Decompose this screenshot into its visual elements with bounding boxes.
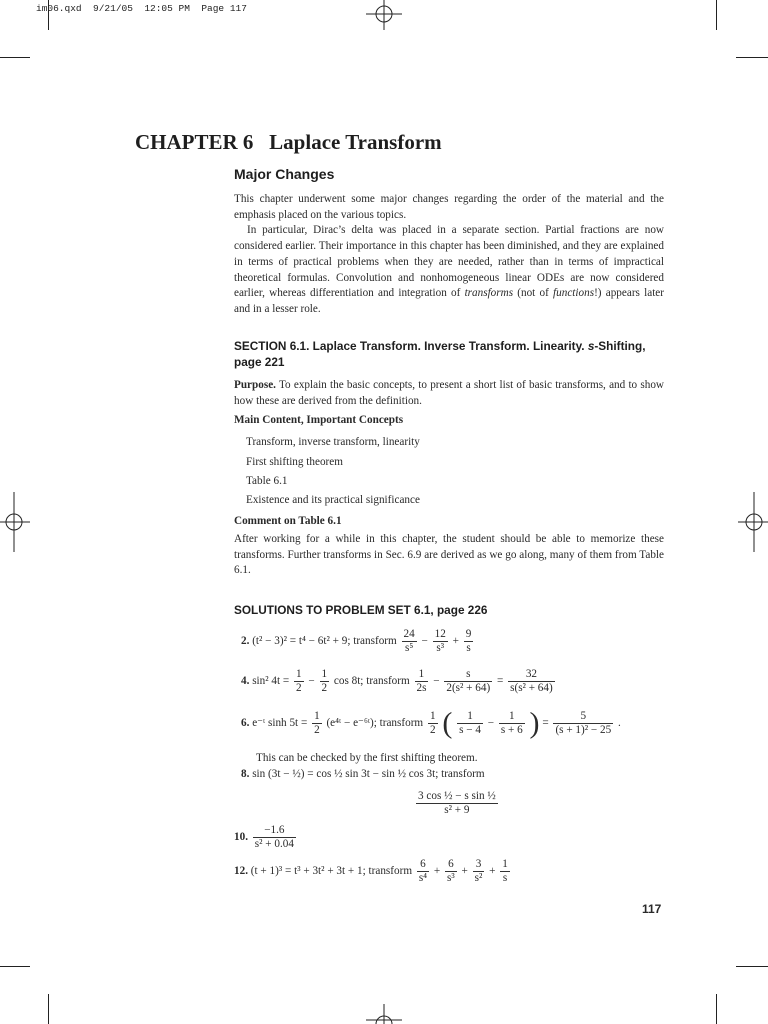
problem-8-result: $\frac{\text{3 cos ½ − s sin ½}}{\text{s² + 9}}$	[418, 790, 496, 816]
crop-mark	[736, 966, 768, 967]
problem-12: 12. (t + 1)³ = t³ + 3t² + 3t + 1; transform $\frac{6}{\text{s⁴}}$ + $\frac{6}{\text{s³}}$ + $\frac{3}{\text{s²}}$ + $\frac{1}{s}$	[234, 858, 508, 884]
registration-mark-icon	[0, 492, 30, 552]
crop-mark	[0, 57, 30, 58]
print-slug: im06.qxd 9/21/05 12:05 PM Page 117	[36, 3, 247, 14]
registration-mark-icon	[366, 0, 402, 30]
problem-6: 6. e⁻ᵗ sinh 5t = $\frac{1}{2}$ (e⁴ᵗ − e⁻⁶ᵗ); transform $\frac{1}{2}$ ( $\frac{1}{s - 4}$ − $\frac{1}{s + 6}$ ) = $\frac{5}{\text{(s + 1)² − 25}}$ .	[241, 706, 621, 740]
crop-mark	[716, 0, 717, 30]
major-changes-heading: Major Changes	[234, 166, 335, 182]
crop-mark	[0, 966, 30, 967]
concept-item: Transform, inverse transform, linearity	[246, 436, 420, 448]
major-changes-text	[234, 192, 664, 318]
solutions-heading: SOLUTIONS TO PROBLEM SET 6.1, page 226	[234, 603, 488, 617]
problem-2: 2. (t² − 3)² = t⁴ − 6t² + 9; transform $\frac{24}{\text{s⁵}}$ − $\frac{12}{\text{s³}}$ + $\frac{9}{s}$	[241, 628, 472, 654]
paragraph: This chapter underwent some major changes regarding the order of the material and the emphasis placed on the various topics.	[234, 193, 664, 221]
registration-mark-icon	[366, 994, 402, 1024]
problem-10: 10. $\frac{-1.6}{\text{s² + 0.04}}$	[234, 824, 294, 850]
problem-8: 8. sin (3t − ½) = cos ½ sin 3t − sin ½ cos 3t; transform	[241, 768, 485, 780]
comment-text: After working for a while in this chapter, the student should be able to memorize these transforms. Further transforms in Sec. 6.9 are derived as we go along, many of them from Table 6.1.	[234, 533, 664, 577]
section-heading: SECTION 6.1. Laplace Transform. Inverse Transform. Linearity. s-Shifting, page 221	[234, 339, 646, 369]
registration-mark-icon	[738, 492, 768, 552]
main-content-heading: Main Content, Important Concepts	[234, 414, 404, 426]
page-number: 117	[642, 902, 662, 916]
crop-mark	[716, 994, 717, 1024]
problem-4: 4. sin² 4t = $\frac{1}{2}$ − $\frac{1}{2}$ cos 8t; transform $\frac{1}{2s}$ − $\frac{s}{\text{2(s² + 64)}}$ = $\frac{32}{\text{s(s² + 64)}}$	[241, 668, 553, 694]
chapter-title: CHAPTER 6 Laplace Transform	[135, 130, 442, 154]
concept-item: First shifting theorem	[246, 456, 343, 468]
crop-mark	[48, 994, 49, 1024]
paragraph: In particular, Dirac’s delta was placed in a separate section. Partial fractions are now considered earlier. Their importance in this chapter has been diminished, and they are explained in terms of practical problems when they are needed, rather than in terms of impractical theoretical formulas. Convolution and nonhomogeneous linear ODEs are now considered earlier, whereas differentiation and integration of transforms (not of functions!) appears later and in a lesser role.	[234, 224, 664, 315]
comment-heading: Comment on Table 6.1	[234, 515, 342, 527]
concept-item: Table 6.1	[246, 475, 288, 487]
problem-6-note: This can be checked by the first shifting theorem.	[256, 752, 478, 764]
purpose-paragraph: Purpose. To explain the basic concepts, to present a short list of basic transforms, and to show how these are derived from the definition.	[234, 379, 664, 407]
concept-item: Existence and its practical significance	[246, 494, 420, 506]
crop-mark	[736, 57, 768, 58]
